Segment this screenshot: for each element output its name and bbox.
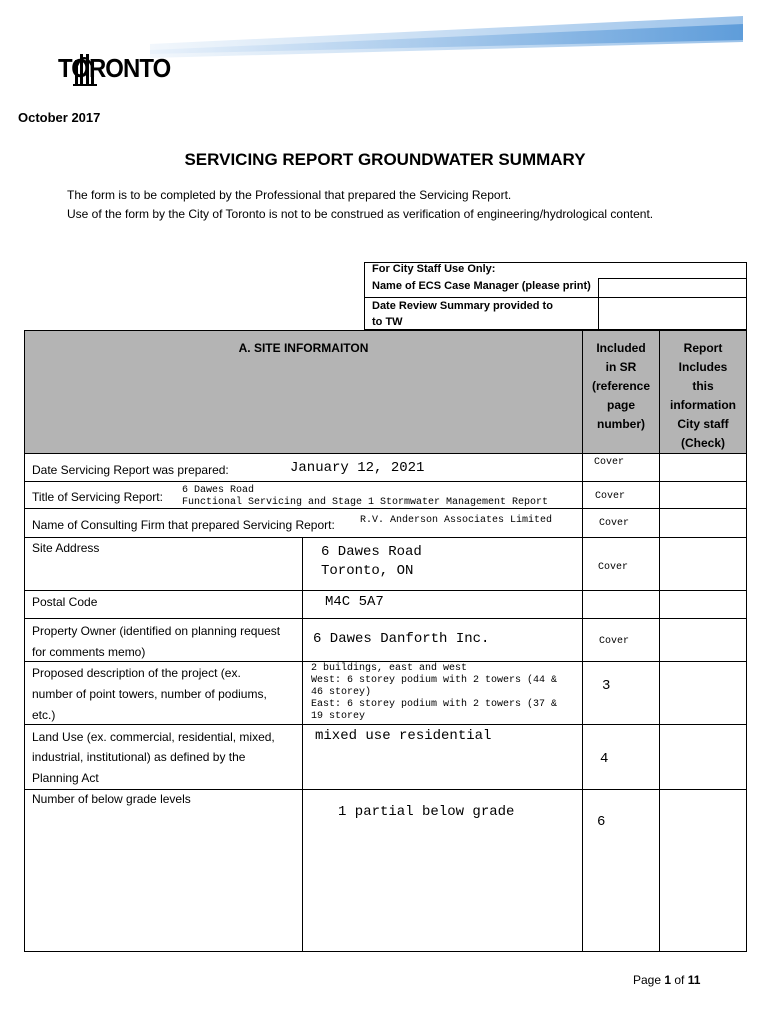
intro-line-1: The form is to be completed by the Professional that prepared the Servicing Report.	[67, 188, 512, 202]
levels-value[interactable]: 1 partial below grade	[338, 804, 515, 820]
landuse-value[interactable]: mixed use residential	[315, 728, 492, 744]
col-divider	[582, 454, 583, 952]
landuse-label-line-2: industrial, institutional) as defined by the	[32, 750, 246, 764]
case-manager-field[interactable]	[598, 278, 747, 298]
review-label-2: to TW	[372, 316, 403, 328]
project-label-line-1: Proposed description of the project (ex.	[32, 666, 241, 680]
row-divider	[24, 724, 747, 725]
landuse-label-line-3: Planning Act	[32, 771, 99, 785]
postal-label: Postal Code	[32, 595, 98, 609]
project-label-line-3: etc.)	[32, 708, 56, 722]
form-title: SERVICING REPORT GROUNDWATER SUMMARY	[184, 150, 586, 169]
date-label: Date Servicing Report was prepared:	[32, 463, 229, 477]
owner-value[interactable]: 6 Dawes Danforth Inc.	[313, 631, 490, 647]
project-value-line-1[interactable]: 2 buildings, east and west	[311, 663, 468, 674]
project-value-line-3[interactable]: 46 storey)	[311, 687, 372, 698]
owner-ref[interactable]: Cover	[599, 636, 630, 647]
address-label: Site Address	[32, 541, 100, 555]
staff-heading: For City Staff Use Only:	[372, 263, 496, 275]
row-divider	[24, 481, 747, 482]
review-date-field[interactable]	[598, 297, 747, 330]
title-value-line-1[interactable]: 6 Dawes Road	[182, 485, 255, 496]
address-ref[interactable]: Cover	[598, 562, 629, 573]
page-indicator: Page 1 of 11	[633, 973, 701, 987]
project-ref[interactable]: 3	[602, 678, 611, 694]
project-label-line-2: number of point towers, number of podiums,	[32, 687, 267, 701]
project-value-line-2[interactable]: West: 6 storey podium with 2 towers (44 &	[311, 675, 558, 686]
postal-value[interactable]: M4C 5A7	[325, 594, 384, 610]
owner-label-line-1: Property Owner (identified on planning request	[32, 624, 281, 638]
report-header-text: Report Includes this information City staff (Check)	[670, 341, 736, 450]
document-date: October 2017	[18, 110, 101, 125]
row-divider	[24, 618, 747, 619]
levels-label: Number of below grade levels	[32, 792, 191, 806]
landuse-label-line-1: Land Use (ex. commercial, residential, mixed,	[32, 730, 275, 744]
header-banner	[150, 14, 743, 62]
date-ref[interactable]: Cover	[594, 457, 625, 468]
date-value[interactable]: January 12, 2021	[290, 460, 425, 476]
col-divider	[302, 537, 303, 952]
included-header-text: Included in SR (reference page number)	[591, 341, 651, 431]
case-manager-label: Name of ECS Case Manager (please print)	[372, 280, 591, 292]
logo-text: TORONTO	[58, 53, 171, 83]
project-value-line-5[interactable]: 19 storey	[311, 711, 366, 722]
intro-line-2: Use of the form by the City of Toronto is not to be construed as verification of engineering/hydrological content.	[67, 207, 654, 221]
section-a-title: A. SITE INFORMAITON	[238, 341, 369, 355]
levels-ref[interactable]: 6	[597, 814, 606, 830]
firm-label: Name of Consulting Firm that prepared Servicing Report:	[32, 518, 335, 532]
address-value-line-2[interactable]: Toronto, ON	[321, 563, 414, 579]
review-label-1: Date Review Summary provided to	[372, 300, 553, 312]
title-label: Title of Servicing Report:	[32, 490, 163, 504]
title-value-line-2[interactable]: Functional Servicing and Stage 1 Stormwater Management Report	[182, 497, 549, 508]
col-divider	[659, 454, 660, 952]
landuse-ref[interactable]: 4	[600, 751, 609, 767]
address-value-line-1[interactable]: 6 Dawes Road	[321, 544, 422, 560]
firm-ref[interactable]: Cover	[599, 518, 630, 529]
firm-value[interactable]: R.V. Anderson Associates Limited	[360, 515, 553, 526]
title-ref[interactable]: Cover	[595, 491, 626, 502]
row-divider	[24, 537, 747, 538]
row-divider	[24, 590, 747, 591]
project-value-line-4[interactable]: East: 6 storey podium with 2 towers (37 &	[311, 699, 558, 710]
owner-label-line-2: for comments memo)	[32, 645, 146, 659]
